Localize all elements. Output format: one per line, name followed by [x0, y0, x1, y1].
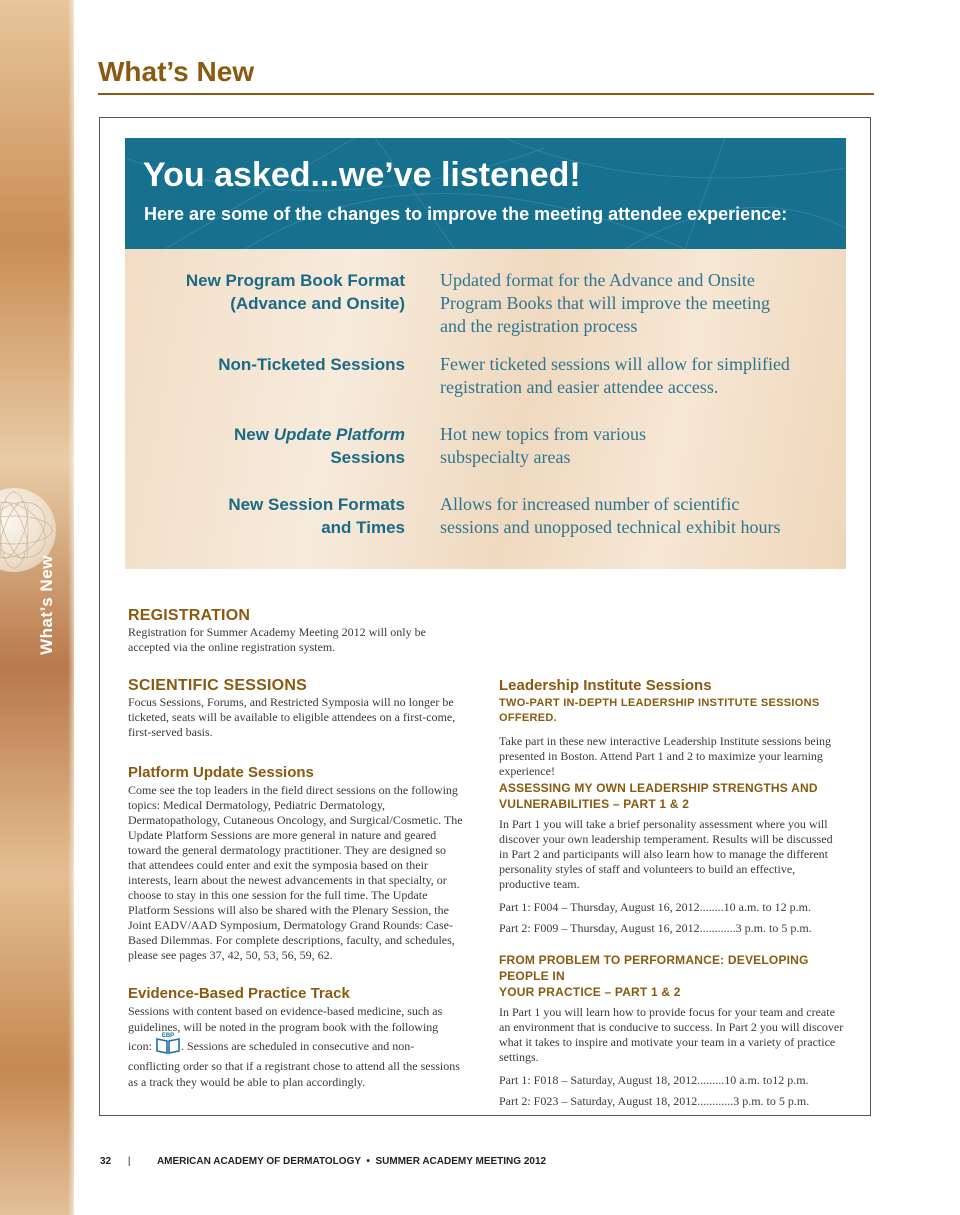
problem-title-line: FROM PROBLEM TO PERFORMANCE: DEVELOPING PEOPLE IN	[499, 953, 809, 983]
ebp-icon-label: EBP	[161, 1033, 175, 1039]
change-label	[145, 353, 405, 376]
evidence-based-book-icon	[155, 1031, 181, 1055]
change-description-line: subspecialty areas	[440, 447, 571, 467]
changes-panel	[125, 249, 846, 569]
leadership-section	[499, 678, 834, 779]
change-description-line: Hot new topics from various	[440, 424, 646, 444]
problem-section	[499, 952, 844, 1109]
problem-title	[499, 952, 844, 1000]
evidence-based-body	[128, 1004, 463, 1090]
footer-meeting: SUMMER ACADEMY MEETING 2012	[375, 1156, 547, 1167]
change-label	[145, 423, 405, 469]
change-label-line: Non-Ticketed Sessions	[218, 355, 405, 374]
evidence-based-section	[128, 986, 463, 1090]
change-label-italic: Update Platform	[273, 425, 405, 444]
sidebar-section-label: What’s New	[37, 555, 56, 655]
assessing-title-line: VULNERABILITIES – PART 1 & 2	[499, 797, 690, 811]
change-label	[145, 269, 405, 315]
change-label-line	[145, 423, 405, 446]
banner	[125, 138, 846, 249]
registration-section	[128, 608, 463, 655]
change-description-line: Updated format for the Advance and Onsite	[440, 270, 755, 290]
scientific-sessions-section	[128, 678, 463, 740]
change-description-line: Allows for increased number of scientific	[440, 494, 740, 514]
assessing-title-line: ASSESSING MY OWN LEADERSHIP STRENGTHS AND	[499, 781, 818, 795]
platform-update-body: Come see the top leaders in the field direct sessions on the following topics: Medical Dermatology, Pediatric Dermatology, Dermatopathology, Cutaneous Oncology, and Surgical/Cosmetic. The Update Platform Sessions are more general in nature and geared toward the general dermatology practitioner. They are designed so that attendees could enter and exit the symposia based on their interests, learn about the newest advancements in that specialty, or choose to stay in this one session for the full time. The Update Platform Sessions will also be shared with the Plenary Session, the Joint EADV/AAD Symposium, Dermatology Grand Rounds: Case-Based Dilemmas. For complete descriptions, faculty, and schedules, please see pages 37, 42, 50, 53, 56, 59, 62.	[128, 783, 463, 962]
scientific-sessions-title: SCIENTIFIC SESSIONS	[128, 677, 307, 694]
change-label	[145, 493, 405, 539]
change-description-line: and the registration process	[440, 316, 638, 336]
assessing-section	[499, 780, 844, 936]
leadership-subtitle: TWO-PART IN-DEPTH LEADERSHIP INSTITUTE SESSIONS OFFERED.	[499, 697, 820, 724]
banner-subheading: Here are some of the changes to improve the meeting attendee experience:	[144, 204, 788, 224]
assessing-part2: Part 2: F009 – Thursday, August 16, 2012............3 p.m. to 5 p.m.	[499, 921, 812, 935]
change-label-line: New Program Book Format	[185, 271, 405, 290]
assessing-part1: Part 1: F004 – Thursday, August 16, 2012........10 a.m. to 12 p.m.	[499, 900, 811, 914]
assessing-title	[499, 780, 844, 812]
change-description-line: Fewer ticketed sessions will allow for simplified	[440, 354, 790, 374]
change-description-line: registration and easier attendee access.	[440, 377, 719, 397]
leadership-body: Take part in these new interactive Leadership Institute sessions being presented in Boston. Attend Part 1 and 2 to maximize your learning experience!	[499, 734, 832, 778]
scientific-sessions-body: Focus Sessions, Forums, and Restricted Symposia will no longer be ticketed, seats will be available to eligible attendees on a first-come, first-served basis.	[128, 695, 456, 739]
page-number: 32	[100, 1156, 112, 1167]
registration-title: REGISTRATION	[128, 607, 251, 624]
problem-title-line: YOUR PRACTICE – PART 1 & 2	[499, 985, 681, 999]
change-description	[440, 493, 810, 539]
platform-update-title: Platform Update Sessions	[128, 764, 314, 781]
title-divider	[98, 93, 874, 95]
change-label-line: New Session Formats	[228, 495, 405, 514]
problem-part2: Part 2: F023 – Saturday, August 18, 2012............3 p.m. to 5 p.m.	[499, 1094, 810, 1108]
page-title: What’s New	[98, 56, 255, 87]
change-description	[440, 269, 810, 338]
evidence-based-title: Evidence-Based Practice Track	[128, 985, 350, 1002]
change-label-line: Sessions	[330, 448, 405, 467]
footer-bullet: •	[366, 1156, 370, 1167]
footer-separator: |	[127, 1156, 131, 1167]
banner-heading: You asked...we’ve listened!	[143, 156, 581, 194]
change-label-line: and Times	[321, 518, 405, 537]
page-footer	[100, 1156, 546, 1167]
platform-update-section	[128, 765, 463, 963]
change-label-line: (Advance and Onsite)	[230, 294, 405, 313]
assessing-body: In Part 1 you will take a brief personality assessment where you will discover your own leadership temperament. Results will be discussed in Part 2 and participants will also learn how to manage the different personality styles of staff and volunteers to build an effective, productive team.	[499, 817, 833, 891]
change-description	[440, 353, 810, 399]
evidence-body-text: Sessions with content based on evidence-based medicine, such as guidelines, will be noted in the program book with the following icon:	[128, 1004, 443, 1053]
problem-part1: Part 1: F018 – Saturday, August 18, 2012.........10 a.m. to12 p.m.	[499, 1073, 809, 1087]
footer-org: AMERICAN ACADEMY OF DERMATOLOGY	[156, 1156, 361, 1167]
change-description-line: Program Books that will improve the meeting	[440, 293, 770, 313]
problem-body: In Part 1 you will learn how to provide focus for your team and create an environment that is conducive to success. In Part 2 you will discover what it takes to inspire and motivate your team in a variety of practice settings.	[499, 1005, 844, 1064]
leadership-title: Leadership Institute Sessions	[499, 677, 712, 694]
evidence-body-text: . Sessions are scheduled in consecutive and non-conflicting order so that if a registrant chose to attend all the sessions as a track they would be able to plan accordingly.	[128, 1038, 460, 1089]
change-description	[440, 423, 810, 469]
registration-body: Registration for Summer Academy Meeting 2012 will only be accepted via the online registration system.	[128, 625, 426, 654]
change-label-prefix: New	[234, 425, 274, 444]
change-description-line: sessions and unopposed technical exhibit hours	[440, 517, 781, 537]
